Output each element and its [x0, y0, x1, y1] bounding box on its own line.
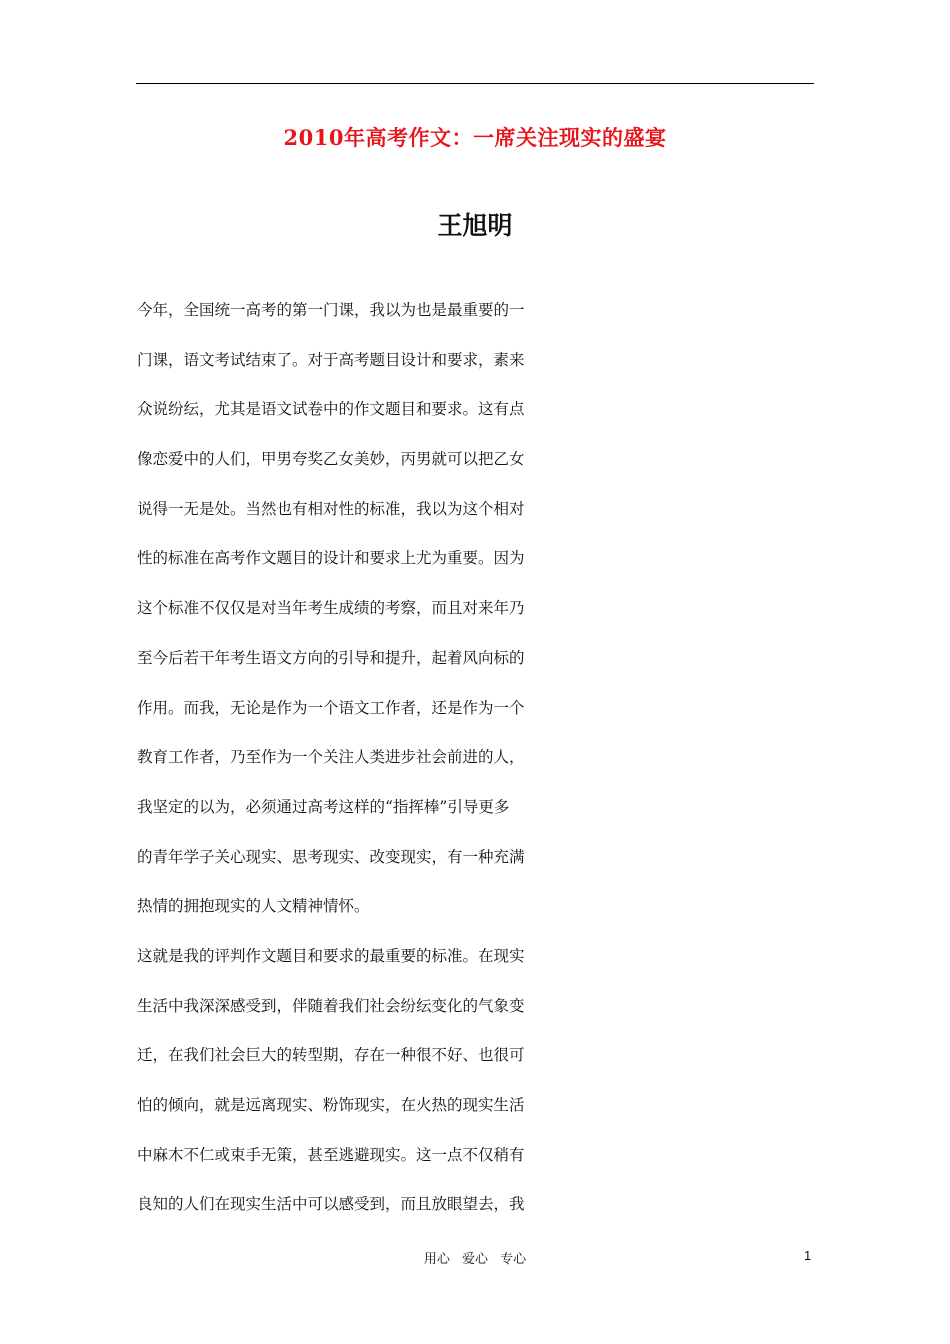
document-author: 王旭明	[437, 211, 513, 240]
text-line: 性的标准在高考作文题目的设计和要求上尤为重要。因为	[137, 549, 525, 568]
article-body	[137, 295, 567, 1239]
text-line: 热情的拥抱现实的人文精神情怀。	[137, 897, 370, 916]
document-title: 2010年高考作文：一席关注现实的盛宴	[283, 125, 667, 150]
text-line: 迁，在我们社会巨大的转型期，存在一种很不好、也很可	[137, 1046, 525, 1065]
text-line: 教育工作者，乃至作为一个关注人类进步社会前进的人，	[137, 748, 525, 767]
text-line: 我坚定的以为，必须通过高考这样的“指挥棒”引导更多	[137, 797, 510, 816]
text-line: 生活中我深深感受到，伴随着我们社会纷纭变化的气象变	[137, 996, 525, 1015]
text-line: 众说纷纭，尤其是语文试卷中的作文题目和要求。这有点	[137, 400, 525, 419]
text-line: 中麻木不仁或束手无策，甚至逃避现实。这一点不仅稍有	[137, 1145, 525, 1164]
text-line: 至今后若干年考生语文方向的引导和提升，起着风向标的	[137, 648, 525, 667]
page-number: 1	[804, 1248, 812, 1263]
text-line: 说得一无是处。当然也有相对性的标准，我以为这个相对	[137, 499, 525, 518]
text-line: 作用。而我，无论是作为一个语文工作者，还是作为一个	[137, 698, 525, 717]
text-line: 像恋爱中的人们，甲男夸奖乙女美妙，丙男就可以把乙女	[137, 450, 525, 469]
text-line: 今年，全国统一高考的第一门课，我以为也是最重要的一	[137, 301, 525, 319]
text-line: 的青年学子关心现实、思考现实、改变现实，有一种充满	[137, 847, 525, 866]
header-rule	[136, 83, 814, 84]
text-line: 良知的人们在现实生活中可以感受到，而且放眼望去，我	[137, 1195, 525, 1214]
text-line: 怕的倾向，就是远离现实、粉饰现实，在火热的现实生活	[137, 1096, 525, 1114]
page-footer: 用心 爱心 专心	[423, 1252, 527, 1267]
text-line: 这个标准不仅仅是对当年考生成绩的考察，而且对来年乃	[137, 599, 525, 618]
text-line: 这就是我的评判作文题目和要求的最重要的标准。在现实	[137, 946, 525, 965]
text-line: 门课，语文考试结束了。对于高考题目设计和要求，素来	[137, 350, 525, 369]
